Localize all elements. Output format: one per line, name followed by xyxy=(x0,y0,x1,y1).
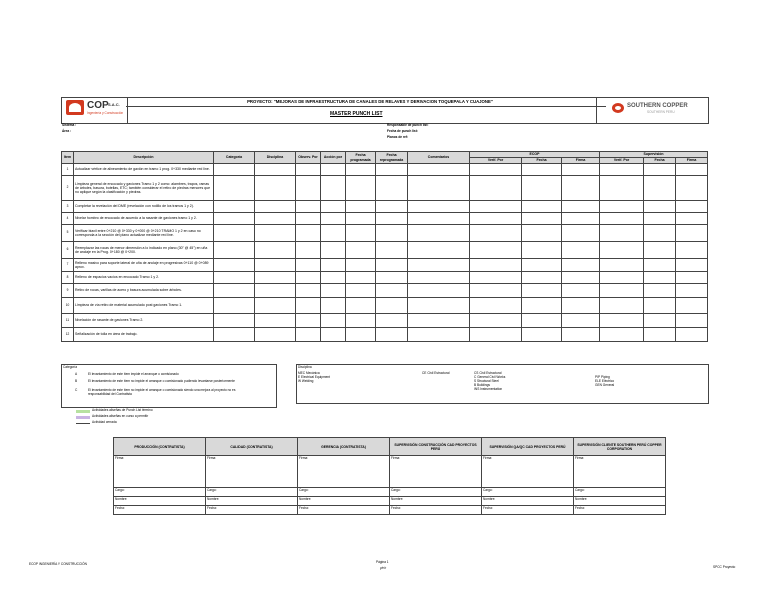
row-number: 8 xyxy=(62,272,74,284)
row-description: Retiro de rocas, varillas de acero y basura acumulada sobre árboles. xyxy=(74,284,214,298)
row-number: 12 xyxy=(62,328,74,342)
title-divider xyxy=(126,106,606,107)
field-planos: Planos de ref: xyxy=(387,135,409,139)
punch-list-table xyxy=(61,151,708,342)
row-description: Verificar biaxil entre 0+210 @ 0+330 y 0+000 @ 0+210 TRAMO 1 y 2 en caso no corresponda a la sección del plano actualizar mediante red line. xyxy=(74,225,214,242)
sig-nombre-field[interactable]: Nombre: xyxy=(298,497,390,506)
field-fecha: Fecha de punch list: xyxy=(387,129,418,133)
row-description: Reemplazar las rocas de menor dimensión a lo indicado en plano (30" @ 45") en uña de anclaje en la Prog. 0+180 @ 0+200. xyxy=(74,242,214,259)
sig-firma-field[interactable]: Firma: xyxy=(298,456,390,488)
sig-header-supervision-cliente: SUPERVISIÓN CLIENTE SOUTHERN PERÚ COPPER CORPORATION xyxy=(574,438,666,456)
sig-cargo-field[interactable]: Cargo: xyxy=(574,488,666,497)
sig-header-supervision-construccion: SUPERVISIÓN CONSTRUCCIÓN CAD PROYECTOS PERÚ xyxy=(390,438,482,456)
field-sistema: Sistema : xyxy=(62,123,77,127)
row-description: Señalización de tolla en área de trabajo. xyxy=(74,328,214,342)
list-title: MASTER PUNCH LIST xyxy=(330,111,383,117)
row-number: 7 xyxy=(62,259,74,272)
cop-logo-mark xyxy=(69,103,81,112)
sig-header-supervision-qaqc: SUPERVISIÓN QA/QC CAD PROYECTOS PERÚ xyxy=(482,438,574,456)
table-row xyxy=(62,298,708,314)
table-row xyxy=(62,242,708,259)
discipline-col4-1: ELE Eléctrico xyxy=(595,379,615,383)
row-number: 1 xyxy=(62,164,74,176)
sig-fecha-field[interactable]: Fecha: xyxy=(482,506,574,515)
discipline-box xyxy=(296,364,709,404)
sig-fecha-field[interactable]: Fecha: xyxy=(206,506,298,515)
table-row xyxy=(62,272,708,284)
row-number: 4 xyxy=(62,213,74,225)
sub-fecha-ecop: Fecha xyxy=(522,158,562,164)
discipline-col1-2: W Welding xyxy=(298,379,314,383)
group-ecop: ECOP xyxy=(470,152,600,158)
sig-fecha-field[interactable]: Fecha: xyxy=(298,506,390,515)
sig-fecha-field[interactable]: Fecha: xyxy=(390,506,482,515)
table-row xyxy=(62,213,708,225)
legend-text-2: Actividad cerrada xyxy=(92,420,117,424)
sig-header-produccion: PRODUCCIÓN (CONTRATISTA) xyxy=(114,438,206,456)
sig-firma-field[interactable]: Firma: xyxy=(206,456,298,488)
sig-nombre-field[interactable]: Nombre: xyxy=(390,497,482,506)
field-area: Área : xyxy=(62,129,72,133)
discipline-col3-1: C General Civil Works xyxy=(474,375,506,379)
discipline-col1-0: MEC Mecánica xyxy=(298,371,320,375)
sig-nombre-field[interactable]: Nombre: xyxy=(482,497,574,506)
discipline-col3-2: S Structural Steel xyxy=(474,379,499,383)
discipline-col3-0: CS Civil Estructural xyxy=(474,371,502,375)
discipline-col3-4: INS Instrumentation xyxy=(474,387,503,391)
sig-nombre-field[interactable]: Nombre: xyxy=(206,497,298,506)
col-fecha-prog: Fecha programada xyxy=(346,152,376,164)
row-number: 10 xyxy=(62,298,74,314)
table-row xyxy=(62,201,708,213)
row-description: Relleno de espacios vacíos en encocado Tramo 1 y 2. xyxy=(74,272,214,284)
row-description: Relleno masivo para soporte lateral de uña de anclaje en progresivas 0+110 @ 0+089 aprox. xyxy=(74,259,214,272)
logo-text: COP xyxy=(87,100,109,111)
col-descripcion: Descripción xyxy=(74,152,214,164)
category-key-c: C xyxy=(75,388,78,392)
sig-header-calidad: CALIDAD (CONTRATISTA) xyxy=(206,438,298,456)
project-title: PROYECTO: "MEJORAS DE INFRAESTRUCTURA DE CANALES DE RELAVES Y DERIVACION TOQUEPALA Y CUAJONE" xyxy=(247,99,493,104)
category-text-a: El levantamiento de este ítem impide el arranque o comisionado xyxy=(88,372,179,376)
client-logo-text: SOUTHERN COPPER xyxy=(627,103,688,109)
category-title: Categoría xyxy=(63,365,77,369)
sig-firma-field[interactable]: Firma: xyxy=(390,456,482,488)
discipline-col4-2: GEN General xyxy=(595,383,615,387)
col-fecha-reprog: Fecha reprogramada xyxy=(376,152,408,164)
footer-right: SPCC Proyecto xyxy=(713,565,736,569)
row-number: 6 xyxy=(62,242,74,259)
table-row xyxy=(62,225,708,242)
sub-verif-ecop: Verif. Por xyxy=(470,158,522,164)
col-accion: Acción por xyxy=(321,152,346,164)
sub-firma-sup: Firma xyxy=(676,158,708,164)
sub-fecha-sup: Fecha xyxy=(644,158,676,164)
row-number: 11 xyxy=(62,314,74,328)
sig-nombre-field[interactable]: Nombre: xyxy=(574,497,666,506)
legend-swatch-purple xyxy=(76,416,90,419)
sig-nombre-field[interactable]: Nombre: xyxy=(114,497,206,506)
table-row xyxy=(62,164,708,176)
discipline-col4-0: PIP Piping xyxy=(595,375,610,379)
category-key-b: B xyxy=(75,379,78,383)
table-row xyxy=(62,328,708,342)
footer-page-of: y/n/r xyxy=(380,566,387,570)
row-number: 3 xyxy=(62,201,74,213)
sig-cargo-field[interactable]: Cargo: xyxy=(390,488,482,497)
row-description: Actualizar vértice de alineamiento de gavión en tramo 1 prog. 0+330 mediante red line. xyxy=(74,164,214,176)
logo-sac: S.A.C. xyxy=(108,102,120,107)
sig-firma-field[interactable]: Firma: xyxy=(482,456,574,488)
category-box xyxy=(61,364,277,408)
discipline-col1-1: E Electrical Equipment xyxy=(298,375,331,379)
sig-cargo-field[interactable]: Cargo: xyxy=(298,488,390,497)
sig-cargo-field[interactable]: Cargo: xyxy=(206,488,298,497)
sig-firma-field[interactable]: Firma: xyxy=(574,456,666,488)
legend-text-0: Actividades aliseñas de Punch List término xyxy=(92,408,153,412)
group-supervision: Supervisión xyxy=(600,152,708,158)
row-description: Completar la revelación del DME (revelación con rodillo de los tramos 1 y 2). xyxy=(74,201,214,213)
sig-fecha-field[interactable]: Fecha: xyxy=(574,506,666,515)
col-observ: Observ. Por xyxy=(296,152,321,164)
row-description: Limpieza general de encocado y gaviones Tramo 1 y 2 como: alambres, trapos, ramas de árboles, basura, botellas, ETC; también considerar el retiro de piedras menores que no aplique según la clasificación y piedras. xyxy=(74,176,214,201)
table-row xyxy=(62,284,708,298)
category-key-a: A xyxy=(75,372,78,376)
field-responsable: Responsable de punch list: xyxy=(387,123,429,127)
sig-cargo-field[interactable]: Cargo: xyxy=(482,488,574,497)
footer-page: Página 1 xyxy=(376,560,389,564)
legend-swatch-closed xyxy=(76,423,90,424)
col-comentarios: Comentarios xyxy=(408,152,470,164)
sub-verif-sup: Verif. Por xyxy=(600,158,644,164)
discipline-col2-0: CE Civil Estructural xyxy=(422,371,450,375)
table-row xyxy=(62,176,708,201)
row-description: Nivelación de rasante de gaviones Tramo 2. xyxy=(74,314,214,328)
logo-tagline: Ingeniería y Construcción xyxy=(87,111,124,115)
row-description: Nivelar hombro de encocado de acuerdo a la rasante de gaviones tramo 1 y 2. xyxy=(74,213,214,225)
table-row xyxy=(62,314,708,328)
sig-cargo-field[interactable]: Cargo: xyxy=(114,488,206,497)
category-text-c: El levantamiento de este ítem no impide el arranque o comisionado siendo una mejora al proyecto no es responsabilidad del Contratista xyxy=(88,388,236,396)
discipline-title: Disciplina xyxy=(298,365,312,369)
row-description: Limpieza de vía retiro de material acumulado post gaviones Tramo 1. xyxy=(74,298,214,314)
client-logo-icon-inner xyxy=(615,106,621,110)
sub-firma-ecop: Firma xyxy=(562,158,600,164)
legend-text-1: Actividades aliseñas en curso a permitir xyxy=(92,414,149,418)
col-categoria: Categoría xyxy=(214,152,255,164)
signature-table xyxy=(113,437,666,515)
footer-left: ECOP INGENIERÍA Y CONSTRUCCIÓN xyxy=(29,562,87,566)
row-number: 9 xyxy=(62,284,74,298)
row-number: 5 xyxy=(62,225,74,242)
category-text-b: El levantamiento de este ítem no impide el arranque o comisionado pudiendo levantarse posteriormente xyxy=(88,379,235,383)
col-disciplina: Disciplina xyxy=(255,152,296,164)
table-row xyxy=(62,259,708,272)
discipline-col3-3: B Buildings xyxy=(474,383,490,387)
sig-firma-field[interactable]: Firma: xyxy=(114,456,206,488)
sig-fecha-field[interactable]: Fecha: xyxy=(114,506,206,515)
sig-header-gerencia: GERENCIA (CONTRATISTA) xyxy=(298,438,390,456)
col-item: Item xyxy=(62,152,74,164)
legend-swatch-green xyxy=(76,410,90,413)
client-logo-sub: SOUTHERN PERU xyxy=(647,110,675,114)
row-number: 2 xyxy=(62,176,74,201)
